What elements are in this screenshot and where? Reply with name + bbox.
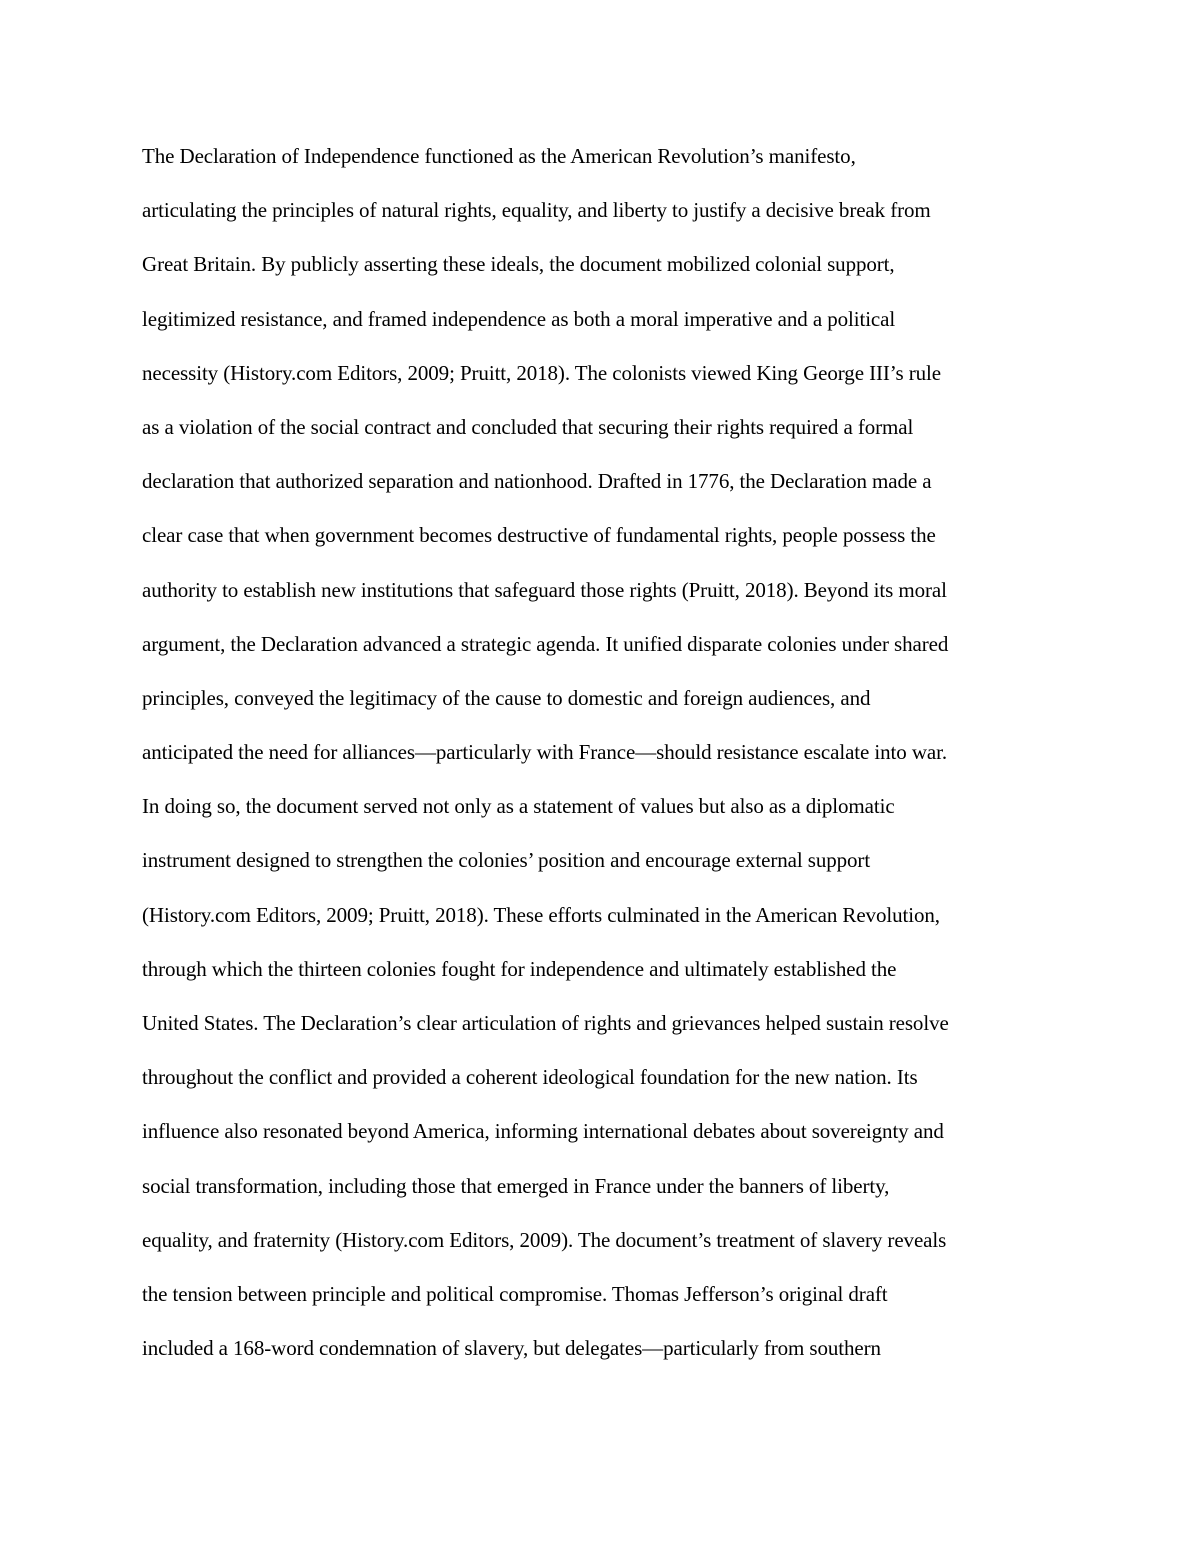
text-line: articulating the principles of natural rights, equality, and liberty to justify a decisive break from — [142, 198, 931, 223]
text-line: United States. The Declaration’s clear articulation of rights and grievances helped sustain resolve — [142, 1011, 949, 1035]
text-line: as a violation of the social contract and concluded that securing their rights required a formal — [142, 414, 914, 439]
text-line: authority to establish new institutions that safeguard those rights (Pruitt, 2018). Beyond its moral — [142, 577, 947, 602]
text-line: through which the thirteen colonies fought for independence and ultimately established the — [142, 956, 897, 981]
text-line: necessity (History.com Editors, 2009; Pruitt, 2018). The colonists viewed King George III’s rule — [142, 360, 941, 385]
text-line: equality, and fraternity (History.com Editors, 2009). The document’s treatment of slavery reveals — [142, 1227, 947, 1252]
text-line: social transformation, including those that emerged in France under the banners of liberty, — [142, 1173, 890, 1198]
text-line: (History.com Editors, 2009; Pruitt, 2018). These efforts culminated in the American Revolution, — [142, 902, 940, 927]
text-line: principles, conveyed the legitimacy of the cause to domestic and foreign audiences, and — [142, 685, 871, 710]
text-line: the tension between principle and political compromise. Thomas Jefferson’s original draft — [142, 1281, 888, 1306]
text-line: declaration that authorized separation and nationhood. Drafted in 1776, the Declaration made a — [142, 469, 932, 494]
text-line: argument, the Declaration advanced a strategic agenda. It unified disparate colonies under shared — [142, 631, 949, 656]
text-line: included a 168-word condemnation of slavery, but delegates—particularly from southern — [142, 1336, 881, 1361]
text-line: instrument designed to strengthen the colonies’ position and encourage external support — [142, 848, 871, 873]
text-line: The Declaration of Independence functioned as the American Revolution’s manifesto, — [142, 144, 856, 168]
text-line: clear case that when government becomes destructive of fundamental rights, people possess the — [142, 523, 936, 548]
text-line: influence also resonated beyond America, informing international debates about sovereignty and — [142, 1119, 944, 1144]
text-line: legitimized resistance, and framed independence as both a moral imperative and a political — [142, 306, 896, 331]
text-line: In doing so, the document served not only as a statement of values but also as a diplomatic — [142, 794, 895, 819]
text-line: anticipated the need for alliances—particularly with France—should resistance escalate into war. — [142, 740, 948, 765]
body-paragraph — [142, 138, 1072, 1384]
text-line: throughout the conflict and provided a coherent ideological foundation for the new nation. Its — [142, 1065, 918, 1090]
text-line: Great Britain. By publicly asserting these ideals, the document mobilized colonial support, — [142, 252, 895, 277]
